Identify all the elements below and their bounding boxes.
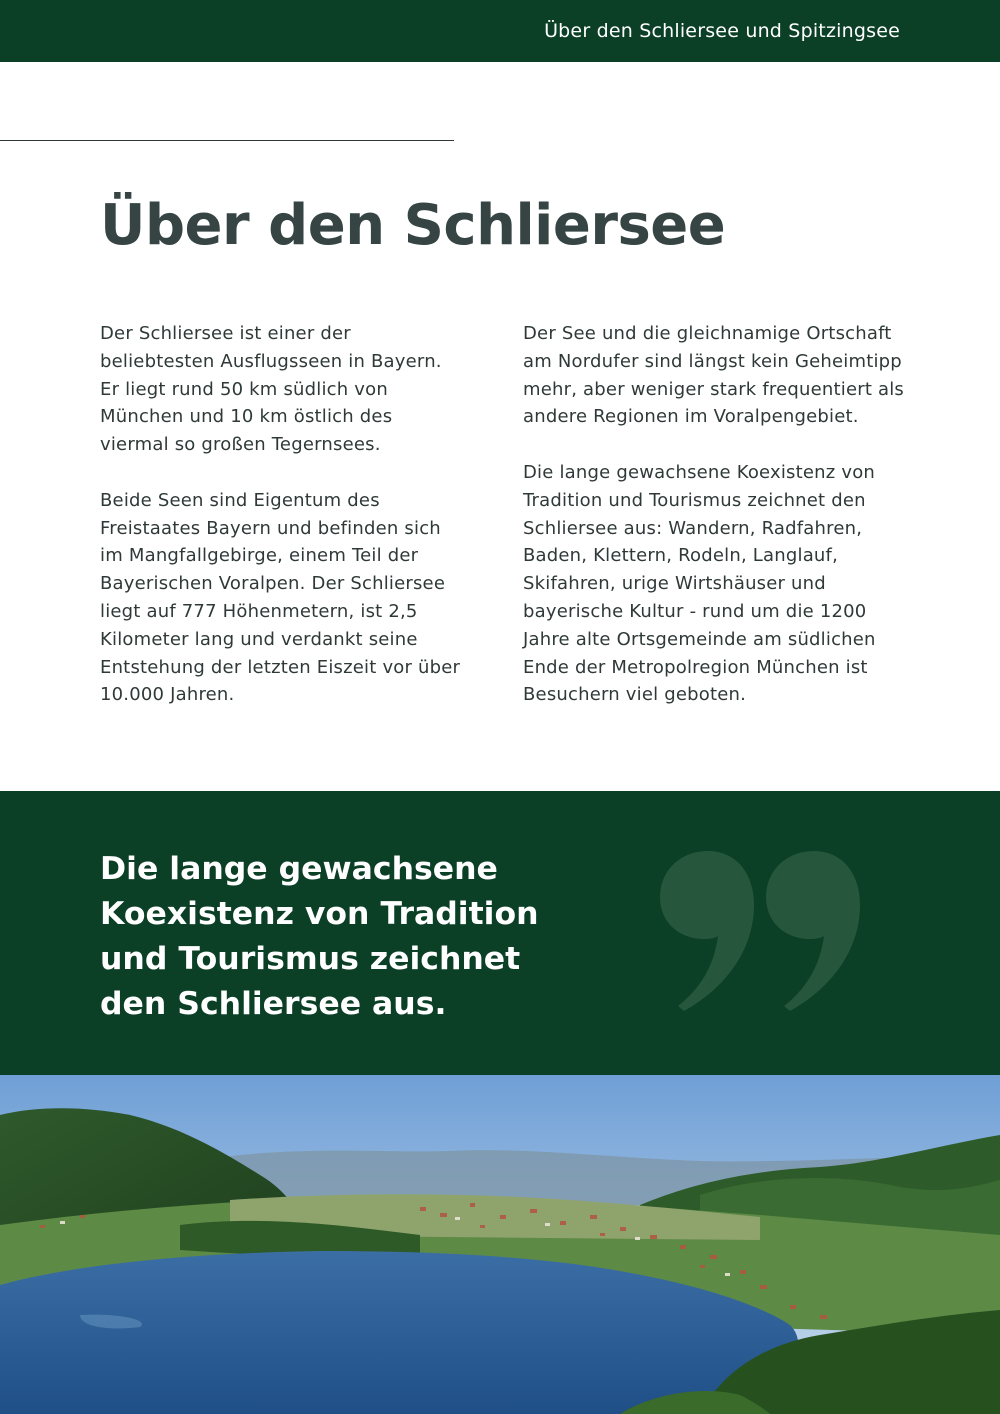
paragraph: Beide Seen sind Eigentum des Freistaates Bayern und befinden sich im Mangfallgebirge, einem Teil der Bayerischen Voralpen. Der Schliersee liegt auf 777 Höhenmetern, ist 2,5 Kilometer lang und verdankt seine Entstehung der letzten Eiszeit vor über 10.000 Jahren. <box>100 489 461 706</box>
right-column <box>523 320 913 737</box>
lake-landscape-image <box>0 1075 1000 1414</box>
paragraph: Der Schliersee ist einer der beliebtesten Ausflugsseen in Bayern. Er liegt rund 50 km südlich von München und 10 km östlich des viermal so großen Tegernsees. <box>100 323 442 456</box>
paragraph: Die lange gewachsene Koexistenz von Tradition und Tourismus zeichnet den Schliersee aus: Wandern, Radfahren, Baden, Klettern, Rodeln, Langlauf, Skifahren, urige Wirtshäuser und bayerische Kultur - rund um die 1200 Jahre alte Ortsgemeinde am südlichen Ende der Metropolregion München ist Besuchern viel geboten. <box>523 461 876 706</box>
pull-quote: Die lange gewachsene Koexistenz von Tradition und Tourismus zeichnet den Schliersee aus. <box>100 851 539 1022</box>
quote-section <box>0 791 1000 1075</box>
left-column <box>100 320 465 737</box>
landscape-svg <box>0 1075 1000 1414</box>
quote-mark-icon <box>660 851 870 1011</box>
header-bar <box>0 0 1000 62</box>
page-title: Über den Schliersee <box>100 193 726 258</box>
divider-line <box>0 140 454 141</box>
paragraph: Der See und die gleichnamige Ortschaft am Nordufer sind längst kein Geheimtipp mehr, aber weniger stark frequentiert als andere Regionen im Voralpengebiet. <box>523 323 905 428</box>
header-title: Über den Schliersee und Spitzingsee <box>544 20 900 42</box>
